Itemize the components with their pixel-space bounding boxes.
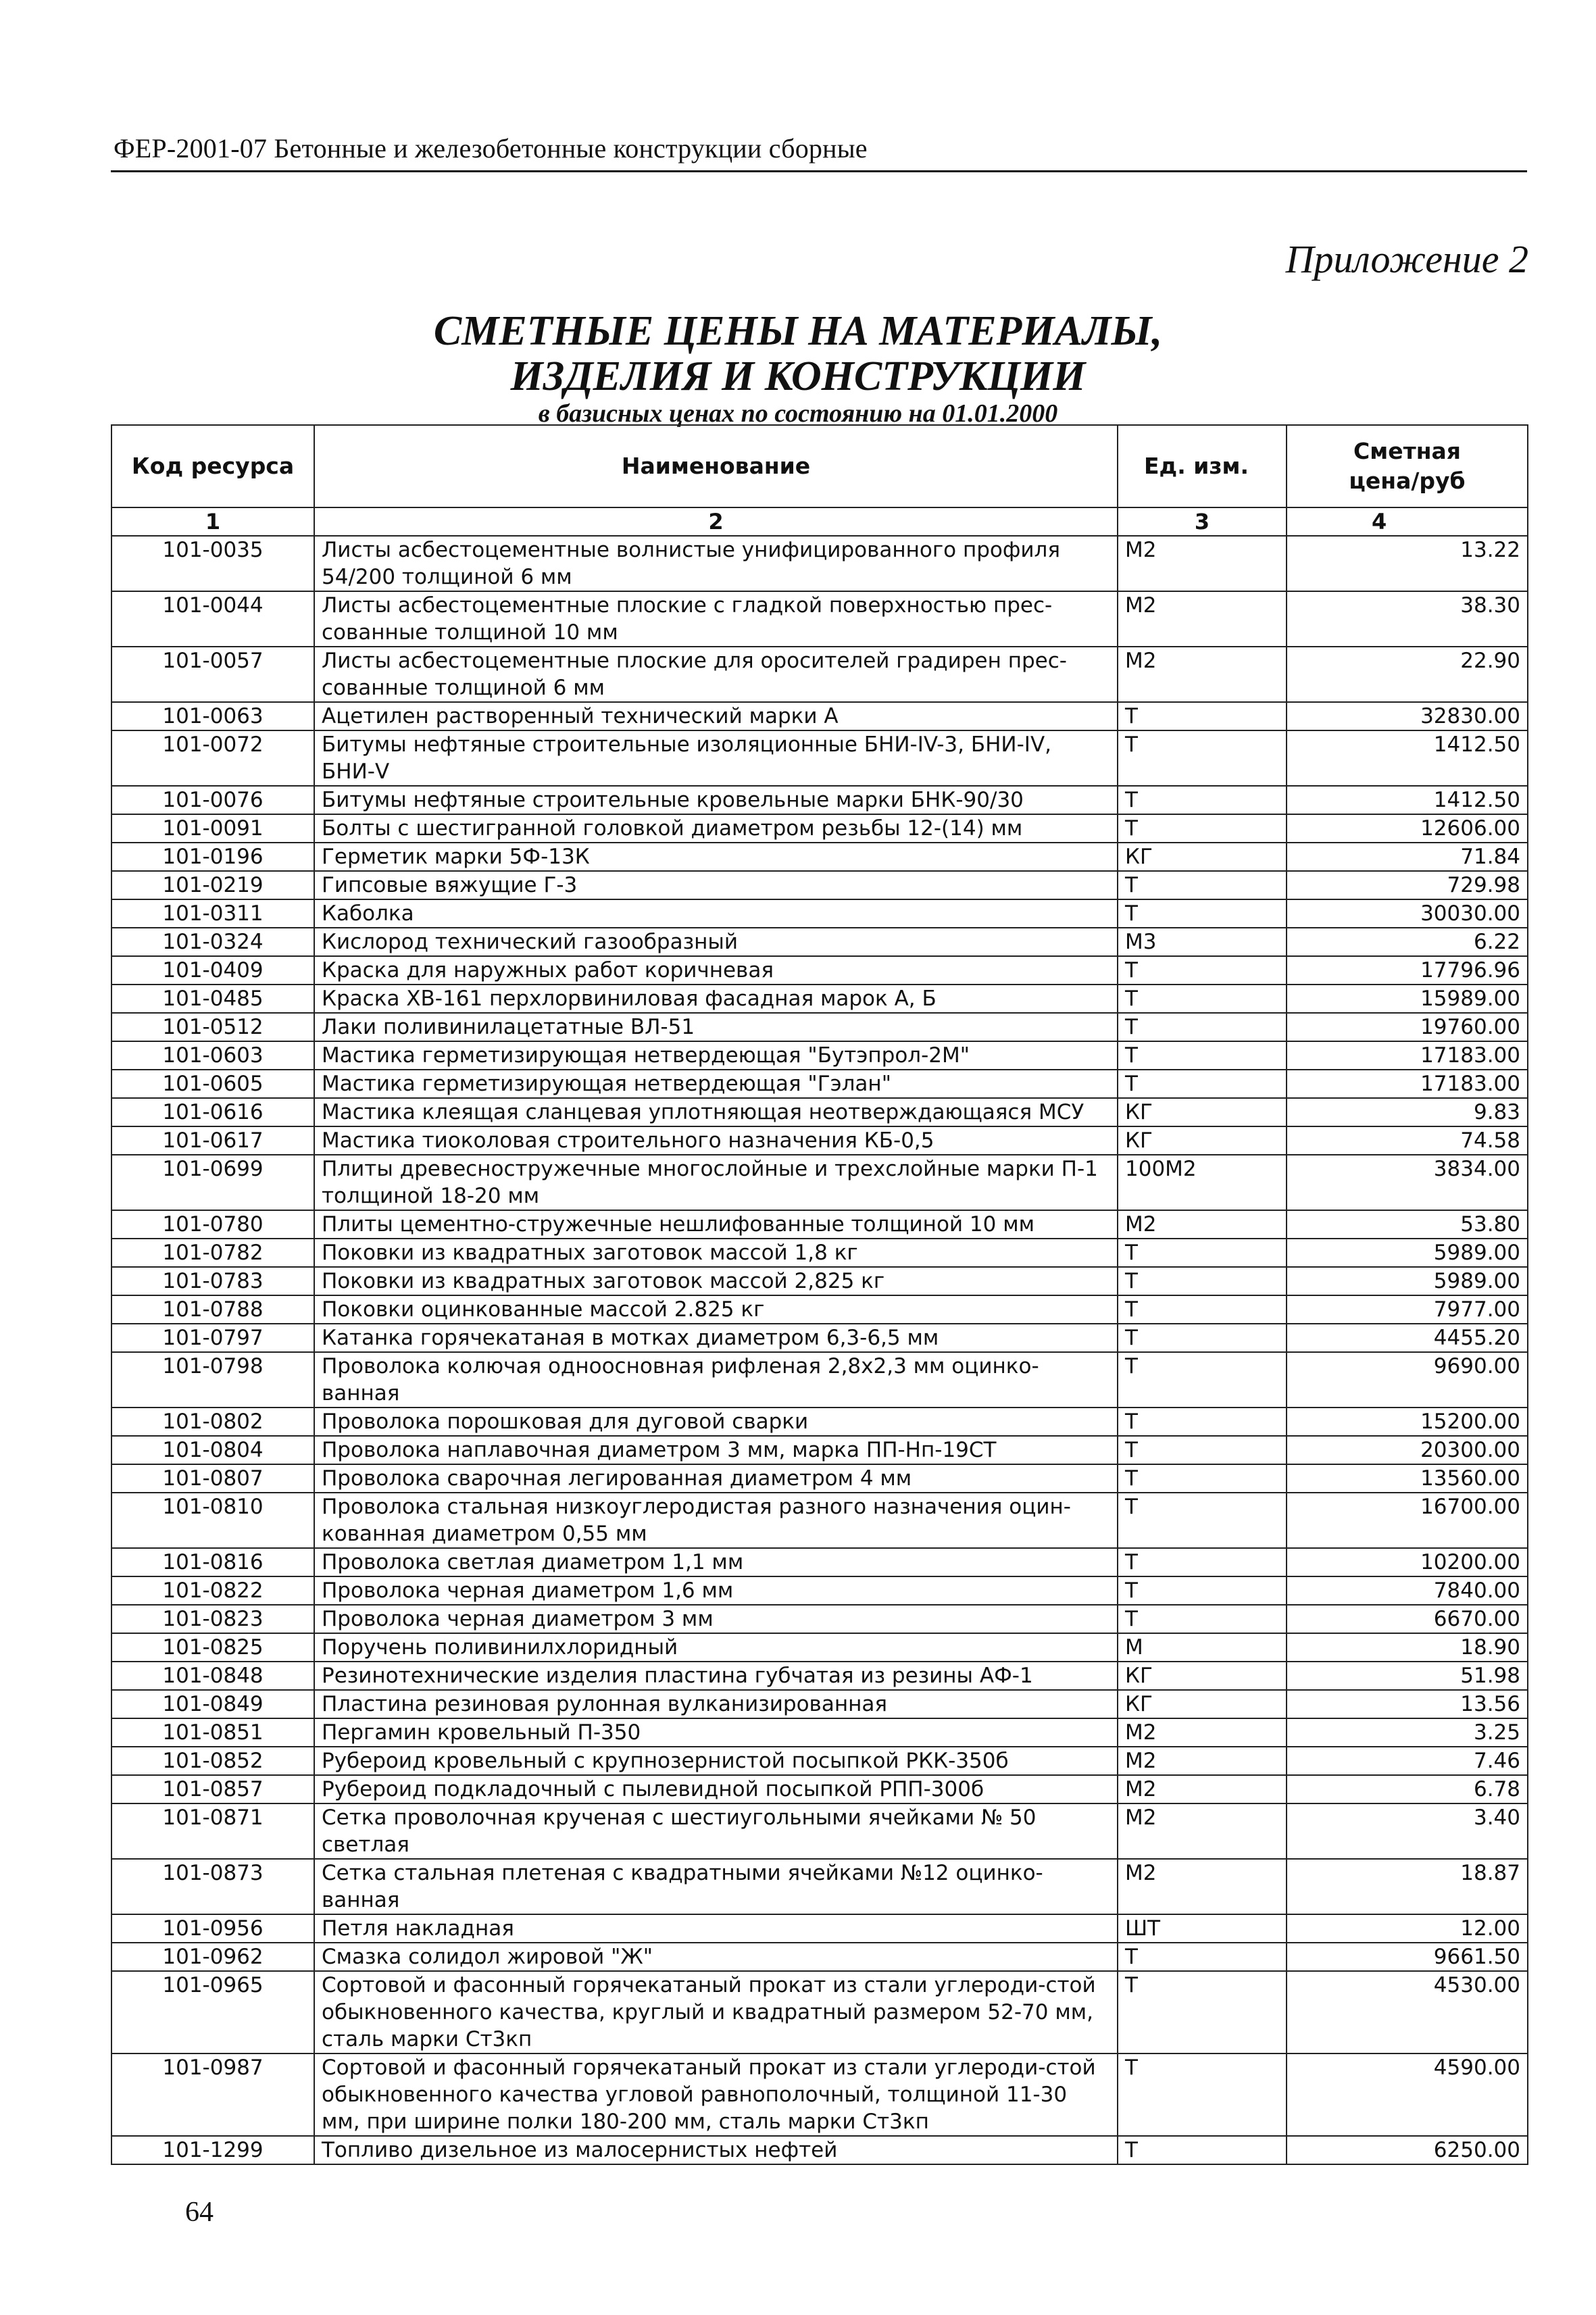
cell-name: Мастика герметизирующая нетвердеющая "Бутэпрол-2М" [314,1041,1118,1070]
cell-name: Пергамин кровельный П-350 [314,1718,1118,1747]
cell-price: 9661.50 [1287,1943,1528,1971]
cell-unit: Т [1118,1295,1287,1324]
cell-name: Мастика тиоколовая строительного назначения КБ-0,5 [314,1126,1118,1155]
price-table-body [111,536,1528,2164]
cell-name: Каболка [314,899,1118,928]
column-header-code: Код ресурса [111,425,314,507]
cell-price: 74.58 [1287,1126,1528,1155]
cell-unit: М2 [1118,647,1287,702]
document-subtitle: в базисных ценах по состоянию на 01.01.2000 [538,399,1058,428]
cell-code: 101-0485 [111,985,314,1013]
cell-unit: Т [1118,1070,1287,1098]
cell-price: 15989.00 [1287,985,1528,1013]
cell-unit: Т [1118,1464,1287,1493]
cell-name: Рубероид подкладочный с пылевидной посыпкой РПП-300б [314,1775,1118,1803]
cell-price: 53.80 [1287,1210,1528,1239]
cell-unit: Т [1118,786,1287,814]
cell-code: 101-0324 [111,928,314,956]
table-row [111,1605,1528,1633]
column-number-4: 4 [1287,507,1528,536]
cell-code: 101-0076 [111,786,314,814]
cell-code: 101-0807 [111,1464,314,1493]
cell-unit: М2 [1118,591,1287,647]
cell-price: 3.40 [1287,1803,1528,1859]
cell-name: Проволока черная диаметром 3 мм [314,1605,1118,1633]
cell-code: 101-0780 [111,1210,314,1239]
table-row [111,985,1528,1013]
cell-code: 101-0605 [111,1070,314,1098]
cell-code: 101-0816 [111,1548,314,1576]
cell-code: 101-0802 [111,1408,314,1436]
table-row [111,1041,1528,1070]
cell-price: 15200.00 [1287,1408,1528,1436]
cell-price: 20300.00 [1287,1436,1528,1464]
cell-code: 101-0699 [111,1155,314,1210]
cell-code: 101-0823 [111,1605,314,1633]
cell-name: Сетка стальная плетеная с квадратными ячейками №12 оцинко-ванная [314,1859,1118,1914]
cell-code: 101-0798 [111,1352,314,1408]
cell-unit: Т [1118,1352,1287,1408]
cell-name: Проволока наплавочная диаметром 3 мм, марка ПП-Нп-19СТ [314,1436,1118,1464]
table-row [111,1210,1528,1239]
table-row [111,2136,1528,2164]
table-row [111,871,1528,899]
table-row [111,1718,1528,1747]
cell-unit: Т [1118,956,1287,985]
table-row [111,1324,1528,1352]
cell-name: Плиты древесностружечные многослойные и трехслойные марки П-1 толщиной 18-20 мм [314,1155,1118,1210]
cell-price: 1412.50 [1287,786,1528,814]
cell-code: 101-0044 [111,591,314,647]
cell-price: 17183.00 [1287,1041,1528,1070]
cell-code: 101-0852 [111,1747,314,1775]
cell-price: 12606.00 [1287,814,1528,843]
price-table [111,424,1528,2165]
table-row [111,647,1528,702]
cell-name: Плиты цементно-стружечные нешлифованные толщиной 10 мм [314,1210,1118,1239]
cell-name: Листы асбестоцементные плоские для оросителей градирен прес-сованные толщиной 6 мм [314,647,1118,702]
cell-name: Проволока черная диаметром 1,6 мм [314,1576,1118,1605]
cell-code: 101-0857 [111,1775,314,1803]
table-row [111,814,1528,843]
column-number-1: 1 [111,507,314,536]
cell-unit: Т [1118,1239,1287,1267]
table-row [111,843,1528,871]
cell-code: 101-0616 [111,1098,314,1126]
cell-unit: Т [1118,1436,1287,1464]
cell-price: 4530.00 [1287,1971,1528,2053]
cell-code: 101-0810 [111,1493,314,1548]
cell-unit: КГ [1118,1662,1287,1690]
cell-name: Болты с шестигранной головкой диаметром резьбы 12-(14) мм [314,814,1118,843]
cell-unit: Т [1118,2053,1287,2136]
cell-name: Сортовой и фасонный горячекатаный прокат из стали углероди-стой обыкновенного качества угловой равнополочный, толщиной 11-30 мм, при ширине полки 180-200 мм, сталь марки Ст3кп [314,2053,1118,2136]
cell-unit: Т [1118,899,1287,928]
table-row [111,1859,1528,1914]
cell-price: 22.90 [1287,647,1528,702]
table-row [111,1633,1528,1662]
cell-name: Сетка проволочная крученая с шестиугольными ячейками № 50 светлая [314,1803,1118,1859]
table-row [111,928,1528,956]
document-title-line-1: СМЕТНЫЕ ЦЕНЫ НА МАТЕРИАЛЫ, [433,308,1163,354]
cell-unit: Т [1118,1576,1287,1605]
table-row [111,1548,1528,1576]
cell-name: Поковки из квадратных заготовок массой 1,8 кг [314,1239,1118,1267]
cell-name: Поручень поливинилхлоридный [314,1633,1118,1662]
cell-code: 101-0063 [111,702,314,730]
cell-unit: Т [1118,730,1287,786]
appendix-label: Приложение 2 [1285,237,1528,281]
table-row [111,1971,1528,2053]
cell-price: 4455.20 [1287,1324,1528,1352]
table-row [111,956,1528,985]
cell-unit: ШТ [1118,1914,1287,1943]
cell-unit: М2 [1118,1803,1287,1859]
cell-name: Рубероид кровельный с крупнозернистой посыпкой РКК-350б [314,1747,1118,1775]
cell-name: Битумы нефтяные строительные кровельные марки БНК-90/30 [314,786,1118,814]
table-row [111,1239,1528,1267]
cell-code: 101-0825 [111,1633,314,1662]
cell-price: 3.25 [1287,1718,1528,1747]
cell-unit: М2 [1118,1775,1287,1803]
cell-price: 7.46 [1287,1747,1528,1775]
cell-code: 101-0091 [111,814,314,843]
price-table-header [111,425,1528,536]
column-number-2: 2 [314,507,1118,536]
cell-code: 101-0788 [111,1295,314,1324]
column-header-price-label: Сметная цена/руб [1349,438,1466,494]
table-row [111,1267,1528,1295]
cell-unit: 100М2 [1118,1155,1287,1210]
table-row [111,536,1528,591]
cell-price: 30030.00 [1287,899,1528,928]
cell-name: Краска ХВ-161 перхлорвиниловая фасадная марок А, Б [314,985,1118,1013]
cell-price: 7977.00 [1287,1295,1528,1324]
table-row [111,1493,1528,1548]
cell-code: 101-0962 [111,1943,314,1971]
cell-code: 101-0849 [111,1690,314,1718]
table-row [111,730,1528,786]
column-number-row [111,507,1528,536]
table-row [111,702,1528,730]
cell-price: 16700.00 [1287,1493,1528,1548]
cell-code: 101-0848 [111,1662,314,1690]
cell-price: 17796.96 [1287,956,1528,985]
cell-price: 13560.00 [1287,1464,1528,1493]
cell-price: 1412.50 [1287,730,1528,786]
table-row [111,1690,1528,1718]
cell-code: 101-0804 [111,1436,314,1464]
table-row [111,1662,1528,1690]
cell-name: Мастика герметизирующая нетвердеющая "Гэлан" [314,1070,1118,1098]
cell-code: 101-0603 [111,1041,314,1070]
cell-price: 3834.00 [1287,1155,1528,1210]
cell-name: Мастика клеящая сланцевая уплотняющая неотверждающаяся МСУ [314,1098,1118,1126]
cell-code: 101-0873 [111,1859,314,1914]
cell-unit: Т [1118,1324,1287,1352]
cell-name: Гипсовые вяжущие Г-3 [314,871,1118,899]
cell-code: 101-0783 [111,1267,314,1295]
cell-unit: Т [1118,1408,1287,1436]
cell-code: 101-0512 [111,1013,314,1041]
table-row [111,1803,1528,1859]
cell-price: 18.90 [1287,1633,1528,1662]
cell-unit: Т [1118,1041,1287,1070]
cell-name: Поковки из квадратных заготовок массой 2,825 кг [314,1267,1118,1295]
cell-price: 4590.00 [1287,2053,1528,2136]
table-row [111,2053,1528,2136]
page-number: 64 [185,2197,214,2228]
cell-code: 101-0782 [111,1239,314,1267]
table-row [111,1747,1528,1775]
cell-name: Поковки оцинкованные массой 2.825 кг [314,1295,1118,1324]
cell-price: 10200.00 [1287,1548,1528,1576]
table-row [111,899,1528,928]
cell-price: 6250.00 [1287,2136,1528,2164]
cell-name: Катанка горячекатаная в мотках диаметром 6,3-6,5 мм [314,1324,1118,1352]
cell-unit: Т [1118,1548,1287,1576]
table-row [111,1155,1528,1210]
cell-name: Ацетилен растворенный технический марки А [314,702,1118,730]
column-header-unit: Ед. изм. [1118,425,1287,507]
table-row [111,1408,1528,1436]
cell-price: 729.98 [1287,871,1528,899]
cell-name: Резинотехнические изделия пластина губчатая из резины АФ-1 [314,1662,1118,1690]
cell-price: 6670.00 [1287,1605,1528,1633]
cell-price: 17183.00 [1287,1070,1528,1098]
column-number-3: 3 [1118,507,1287,536]
cell-unit: КГ [1118,1098,1287,1126]
cell-name: Сортовой и фасонный горячекатаный прокат из стали углероди-стой обыкновенного качества, круглый и квадратный размером 52-70 мм, сталь марки Ст3кп [314,1971,1118,2053]
cell-code: 101-0072 [111,730,314,786]
cell-price: 13.56 [1287,1690,1528,1718]
cell-name: Проволока стальная низкоуглеродистая разного назначения оцин-кованная диаметром 0,55 мм [314,1493,1118,1548]
column-header-name: Наименование [314,425,1118,507]
cell-unit: Т [1118,871,1287,899]
cell-name: Кислород технический газообразный [314,928,1118,956]
cell-unit: КГ [1118,1126,1287,1155]
cell-price: 6.22 [1287,928,1528,956]
cell-unit: Т [1118,1493,1287,1548]
cell-unit: М2 [1118,1859,1287,1914]
cell-unit: Т [1118,1943,1287,1971]
column-header-row [111,425,1528,507]
cell-price: 7840.00 [1287,1576,1528,1605]
cell-unit: М2 [1118,536,1287,591]
cell-code: 101-0617 [111,1126,314,1155]
table-row [111,591,1528,647]
cell-code: 101-0219 [111,871,314,899]
cell-name: Герметик марки 5Ф-13К [314,843,1118,871]
cell-price: 18.87 [1287,1859,1528,1914]
cell-price: 32830.00 [1287,702,1528,730]
cell-unit: М2 [1118,1747,1287,1775]
cell-name: Краска для наружных работ коричневая [314,956,1118,985]
cell-unit: Т [1118,985,1287,1013]
cell-price: 9690.00 [1287,1352,1528,1408]
cell-code: 101-0871 [111,1803,314,1859]
cell-name: Проволока порошковая для дуговой сварки [314,1408,1118,1436]
cell-unit: Т [1118,702,1287,730]
table-row [111,786,1528,814]
cell-name: Листы асбестоцементные плоские с гладкой поверхностью прес-сованные толщиной 10 мм [314,591,1118,647]
cell-price: 19760.00 [1287,1013,1528,1041]
cell-unit: КГ [1118,843,1287,871]
table-row [111,1013,1528,1041]
cell-name: Пластина резиновая рулонная вулканизированная [314,1690,1118,1718]
cell-code: 101-0851 [111,1718,314,1747]
cell-unit: М3 [1118,928,1287,956]
cell-price: 51.98 [1287,1662,1528,1690]
cell-unit: М2 [1118,1718,1287,1747]
cell-code: 101-0409 [111,956,314,985]
cell-name: Проволока сварочная легированная диаметром 4 мм [314,1464,1118,1493]
table-row [111,1098,1528,1126]
table-row [111,1436,1528,1464]
document-title-line-2: ИЗДЕЛИЯ И КОНСТРУКЦИИ [510,353,1086,399]
cell-name: Листы асбестоцементные волнистые унифицированного профиля 54/200 толщиной 6 мм [314,536,1118,591]
cell-code: 101-0311 [111,899,314,928]
cell-code: 101-0965 [111,1971,314,2053]
cell-unit: Т [1118,814,1287,843]
cell-price: 12.00 [1287,1914,1528,1943]
table-row [111,1914,1528,1943]
cell-unit: Т [1118,1013,1287,1041]
cell-code: 101-1299 [111,2136,314,2164]
cell-name: Петля накладная [314,1914,1118,1943]
running-header: ФЕР-2001-07 Бетонные и железобетонные конструкции сборные [114,133,868,164]
cell-price: 6.78 [1287,1775,1528,1803]
cell-unit: М2 [1118,1210,1287,1239]
cell-price: 9.83 [1287,1098,1528,1126]
cell-name: Битумы нефтяные строительные изоляционные БНИ-IV-3, БНИ-IV, БНИ-V [314,730,1118,786]
cell-code: 101-0057 [111,647,314,702]
cell-code: 101-0196 [111,843,314,871]
cell-unit: Т [1118,1971,1287,2053]
cell-name: Проволока колючая одноосновная рифленая 2,8х2,3 мм оцинко-ванная [314,1352,1118,1408]
cell-unit: Т [1118,1267,1287,1295]
cell-code: 101-0956 [111,1914,314,1943]
cell-name: Лаки поливинилацетатные ВЛ-51 [314,1013,1118,1041]
cell-unit: М [1118,1633,1287,1662]
header-divider [111,170,1527,172]
table-row [111,1352,1528,1408]
cell-price: 5989.00 [1287,1267,1528,1295]
cell-name: Проволока светлая диаметром 1,1 мм [314,1548,1118,1576]
table-row [111,1775,1528,1803]
cell-price: 5989.00 [1287,1239,1528,1267]
cell-code: 101-0797 [111,1324,314,1352]
cell-price: 13.22 [1287,536,1528,591]
table-row [111,1126,1528,1155]
cell-code: 101-0987 [111,2053,314,2136]
cell-code: 101-0822 [111,1576,314,1605]
table-row [111,1070,1528,1098]
cell-name: Смазка солидол жировой "Ж" [314,1943,1118,1971]
cell-name: Топливо дизельное из малосернистых нефтей [314,2136,1118,2164]
cell-unit: КГ [1118,1690,1287,1718]
table-row [111,1295,1528,1324]
cell-price: 38.30 [1287,591,1528,647]
cell-unit: Т [1118,1605,1287,1633]
cell-price: 71.84 [1287,843,1528,871]
table-row [111,1464,1528,1493]
table-row [111,1576,1528,1605]
cell-code: 101-0035 [111,536,314,591]
column-header-price [1287,425,1528,507]
cell-unit: Т [1118,2136,1287,2164]
table-row [111,1943,1528,1971]
